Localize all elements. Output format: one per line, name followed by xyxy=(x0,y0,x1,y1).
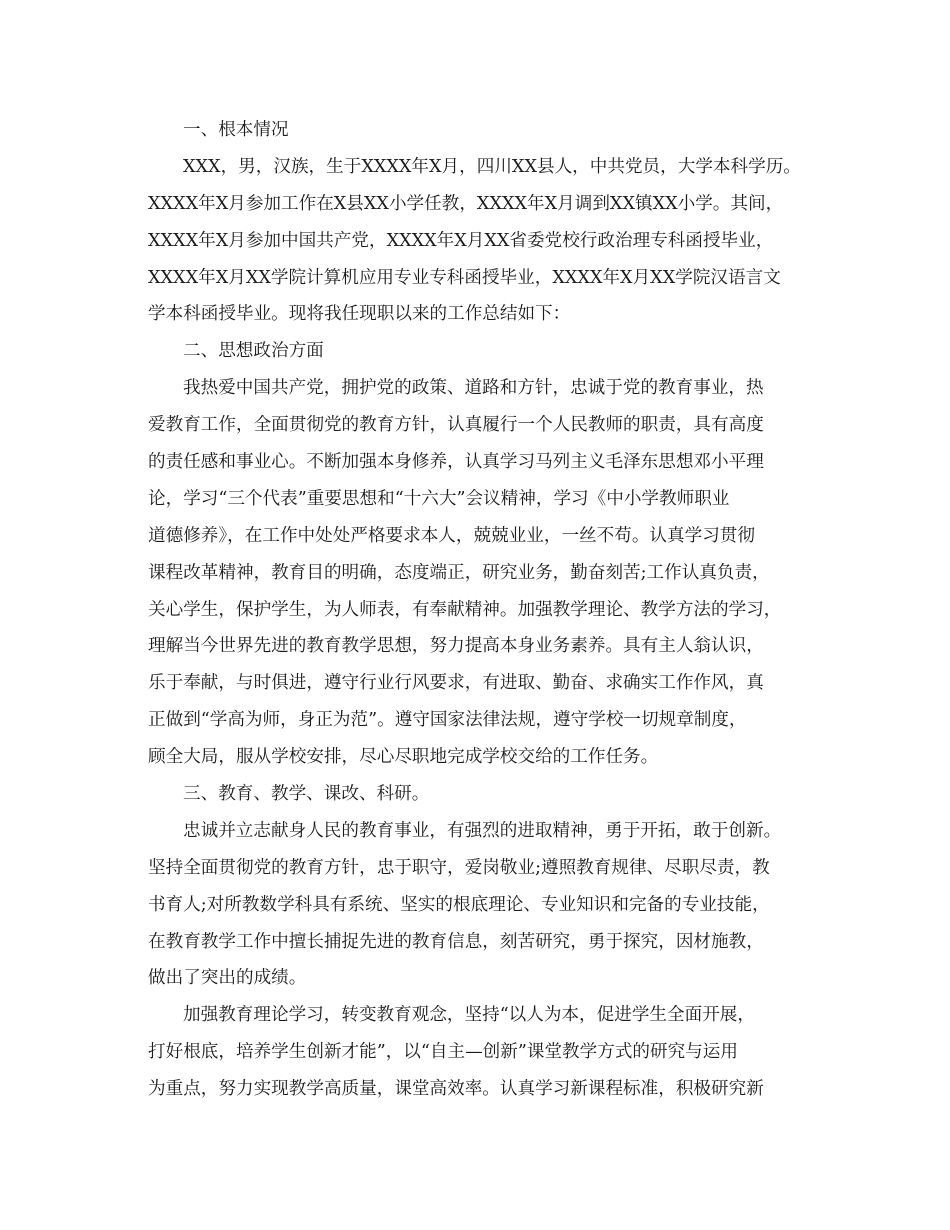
paragraph-line: 道德修养》，在工作中处处严格要求本人，兢兢业业，一丝不苟。认真学习贯彻 xyxy=(148,525,755,546)
paragraph-line: XXXX年X月参加工作在X县XX小学任教，XXXX年X月调到XX镇XX小学。其间， xyxy=(148,193,784,214)
paragraph-line: 正做到“学高为师，身正为范”。遵守国家法律法规，遵守学校一切规章制度， xyxy=(148,710,747,731)
paragraph-line: 书育人;对所教数学科具有系统、坚实的根底理论、专业知识和完备的专业技能， xyxy=(148,894,770,915)
paragraph-line: 理解当今世界先进的教育教学思想，努力提高本身业务素养。具有主人翁认识， xyxy=(148,636,764,657)
paragraph-line: 爱教育工作，全面贯彻党的教育方针，认真履行一个人民教师的职责，具有高度 xyxy=(148,415,764,436)
section-heading-teaching: 三、教育、教学、课改、科研。 xyxy=(183,784,430,805)
section-heading-basic-info: 一、根本情况 xyxy=(183,120,289,140)
paragraph-line: 打好根底，培养学生创新才能”，以“自主—创新”课堂教学方式的研究与运用 xyxy=(148,1042,738,1063)
paragraph-line: XXXX年X月XX学院计算机应用专业专科函授毕业，XXXX年X月XX学院汉语言文 xyxy=(148,267,781,288)
paragraph-line: 坚持全面贯彻党的教育方针，忠于职守，爱岗敬业;遵照教育规律、尽职尽责，教 xyxy=(148,857,770,878)
paragraph-line: XXXX年X月参加中国共产党，XXXX年X月XX省委党校行政治理专科函授毕业， xyxy=(148,230,774,251)
paragraph-line: 学本科函授毕业。现将我任现职以来的工作总结如下： xyxy=(148,304,571,325)
paragraph-line: 顾全大局，服从学校安排，尽心尽职地完成学校交给的工作任务。 xyxy=(148,747,659,768)
paragraph-line: 加强教育理论学习，转变教育观念，坚持“以人为本，促进学生全面开展， xyxy=(183,1005,755,1026)
paragraph-line: 论，学习“三个代表”重要思想和“十六大”会议精神，学习《中小学教师职业 xyxy=(148,488,730,509)
paragraph-line: XXX，男，汉族，生于XXXX年X月，四川XX县人，中共党员，大学本科学历。 xyxy=(183,156,801,177)
document-body xyxy=(148,112,810,1108)
section-heading-political: 二、思想政治方面 xyxy=(183,341,324,362)
paragraph-line: 关心学生，保护学生，为人师表，有奉献精神。加强教学理论、教学方法的学习， xyxy=(148,599,782,620)
paragraph-line: 为重点，努力实现教学高质量，课堂高效率。认真学习新课程标准，积极研究新 xyxy=(148,1079,764,1100)
paragraph-line: 乐于奉献，与时俱进，遵守行业行风要求，有进取、勤奋、求确实工作作风，真 xyxy=(148,673,764,694)
paragraph-line: 忠诚并立志献身人民的教育事业，有强烈的进取精神，勇于开拓，敢于创新。 xyxy=(183,820,782,841)
paragraph-line: 课程改革精神，教育目的明确，态度端正，研究业务，勤奋刻苦;工作认真负责， xyxy=(148,562,770,583)
paragraph-line: 在教育教学工作中擅长捕捉先进的教育信息，刻苦研究，勇于探究，因材施教， xyxy=(148,931,764,952)
paragraph-line: 做出了突出的成绩。 xyxy=(148,968,307,989)
paragraph-line: 的责任感和事业心。不断加强本身修养，认真学习马列主义毛泽东思想邓小平理 xyxy=(148,452,764,473)
paragraph-line: 我热爱中国共产党，拥护党的政策、道路和方针，忠诚于党的教育事业，热 xyxy=(183,378,764,399)
